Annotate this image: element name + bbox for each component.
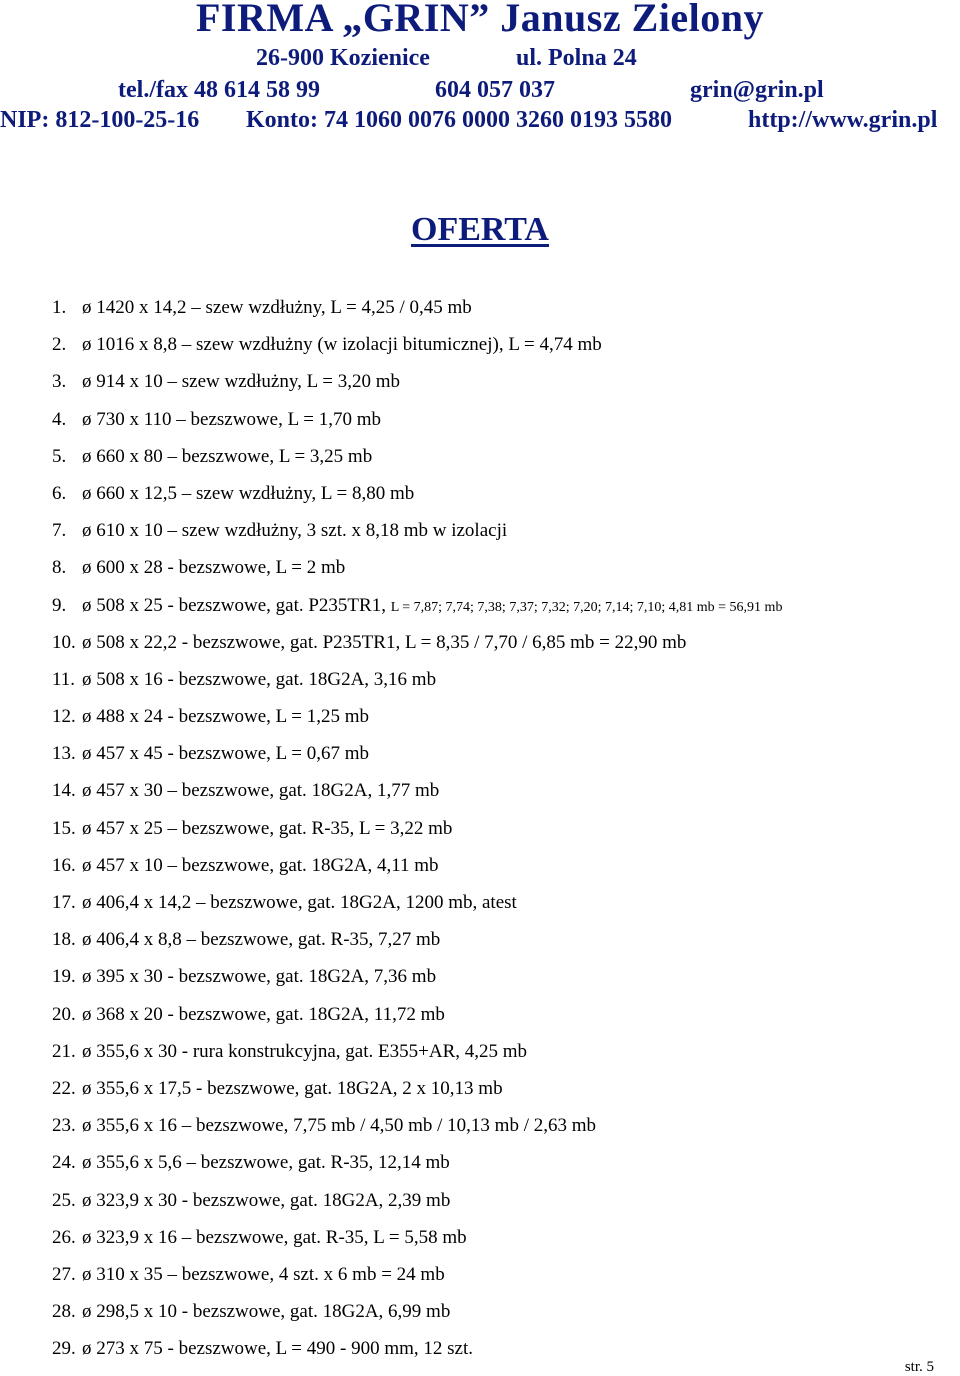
- list-item: [52, 884, 952, 921]
- list-item: [52, 921, 952, 958]
- offer-list: [52, 289, 952, 1367]
- item-number: 10.: [52, 631, 76, 653]
- item-text: ø 406,4 x 14,2 – bezszwowe, gat. 18G2A, 1200 mb, atest: [82, 892, 517, 913]
- list-item: [52, 512, 952, 549]
- item-number: 12.: [52, 706, 76, 728]
- list-item: [52, 1107, 952, 1144]
- item-text: ø 1016 x 8,8 – szew wzdłużny (w izolacji bitumicznej), L = 4,74 mb: [82, 334, 602, 356]
- item-number: 1.: [52, 297, 67, 318]
- item-text: ø 457 x 45 - bezszwowe, L = 0,67 mb: [82, 743, 370, 765]
- item-text: ø 323,9 x 16 – bezszwowe, gat. R-35, L = 5,58 mb: [82, 1226, 467, 1248]
- item-number: 21.: [52, 1040, 76, 1062]
- list-item: [52, 1256, 952, 1293]
- list-item: [52, 958, 952, 995]
- item-text: ø 508 x 16 - bezszwowe, gat. 18G2A, 3,16 mb: [82, 668, 437, 690]
- item-text: ø 730 x 110 – bezszwowe, L = 1,70 mb: [82, 408, 382, 430]
- list-item: [52, 1144, 952, 1181]
- postal-city: 26-900 Kozienice: [256, 45, 430, 71]
- item-number: 5.: [52, 445, 67, 467]
- list-item: [52, 1293, 952, 1330]
- item-number: 3.: [52, 371, 67, 393]
- item-text: ø 600 x 28 - bezszwowe, L = 2 mb: [82, 557, 346, 579]
- item-number: 19.: [52, 966, 76, 988]
- item-number: 27.: [52, 1263, 76, 1285]
- item-text: ø 355,6 x 16 – bezszwowe, 7,75 mb / 4,50 mb / 10,13 mb / 2,63 mb: [82, 1115, 597, 1137]
- item-text: ø 310 x 35 – bezszwowe, 4 szt. x 6 mb = 24 mb: [82, 1263, 445, 1285]
- page-number: str. 5: [904, 1359, 934, 1375]
- list-item: [52, 661, 952, 698]
- item-number: 16.: [52, 854, 76, 876]
- item-number: 24.: [52, 1152, 76, 1174]
- item-number: 14.: [52, 780, 76, 802]
- item-number: 20.: [52, 1003, 76, 1025]
- item-number: 6.: [52, 482, 67, 504]
- item-number: 2.: [52, 334, 67, 356]
- company-name: FIRMA „GRIN” Janusz Zielony: [196, 0, 764, 40]
- item-number: 8.: [52, 557, 67, 579]
- item-number: 4.: [52, 408, 67, 430]
- list-item: [52, 1033, 952, 1070]
- list-item: [52, 772, 952, 809]
- mobile-phone: 604 057 037: [435, 77, 555, 103]
- item-number: 11.: [52, 668, 76, 690]
- item-text: ø 406,4 x 8,8 – bezszwowe, gat. R-35, 7,27 mb: [82, 929, 441, 951]
- bank-account: Konto: 74 1060 0076 0000 3260 0193 5580: [246, 107, 672, 133]
- item-text: ø 323,9 x 30 - bezszwowe, gat. 18G2A, 2,39 mb: [82, 1189, 451, 1211]
- list-item: [52, 810, 952, 847]
- website-link[interactable]: http://www.grin.pl: [748, 107, 938, 133]
- item-text: ø 395 x 30 - bezszwowe, gat. 18G2A, 7,36 mb: [82, 966, 437, 988]
- list-item: [52, 698, 952, 735]
- list-item: [52, 289, 952, 326]
- list-item: [52, 475, 952, 512]
- item-text: ø 355,6 x 5,6 – bezszwowe, gat. R-35, 12,14 mb: [82, 1152, 450, 1174]
- item-number: 25.: [52, 1189, 76, 1211]
- list-item: [52, 1219, 952, 1256]
- item-text: ø 660 x 12,5 – szew wzdłużny, L = 8,80 mb: [82, 482, 415, 504]
- item-number: 15.: [52, 817, 76, 839]
- item-number: 13.: [52, 743, 76, 765]
- list-item: [52, 326, 952, 363]
- list-item: [52, 438, 952, 475]
- item-text: ø 660 x 80 – bezszwowe, L = 3,25 mb: [82, 445, 373, 467]
- list-item: [52, 1070, 952, 1107]
- item-text: ø 488 x 24 - bezszwowe, L = 1,25 mb: [82, 706, 370, 728]
- item-text: ø 457 x 25 – bezszwowe, gat. R-35, L = 3,22 mb: [82, 817, 453, 839]
- list-item: [52, 624, 952, 661]
- item-number: 18.: [52, 929, 76, 951]
- item-text: ø 914 x 10 – szew wzdłużny, L = 3,20 mb: [82, 371, 401, 393]
- email-link[interactable]: grin@grin.pl: [690, 77, 824, 103]
- item-lengths-detail: L = 7,87; 7,74; 7,38; 7,37; 7,32; 7,20; 7,14; 7,10; 4,81 mb = 56,91 mb: [390, 599, 783, 615]
- item-text: ø 508 x 22,2 - bezszwowe, gat. P235TR1, L = 8,35 / 7,70 / 6,85 mb = 22,90 mb: [82, 631, 687, 653]
- list-item: [52, 1182, 952, 1219]
- item-text: ø 368 x 20 - bezszwowe, gat. 18G2A, 11,72 mb: [82, 1003, 445, 1025]
- item-text: ø 457 x 10 – bezszwowe, gat. 18G2A, 4,11 mb: [82, 854, 439, 876]
- list-item: [52, 996, 952, 1033]
- item-text: ø 355,6 x 17,5 - bezszwowe, gat. 18G2A, 2 x 10,13 mb: [82, 1077, 503, 1099]
- item-number: 7.: [52, 520, 67, 542]
- list-item: [52, 587, 952, 624]
- list-item: [52, 1330, 952, 1367]
- list-item: [52, 363, 952, 400]
- item-number: 23.: [52, 1115, 76, 1137]
- item-text: ø 298,5 x 10 - bezszwowe, gat. 18G2A, 6,99 mb: [82, 1301, 451, 1323]
- item-text: ø 355,6 x 30 - rura konstrukcyjna, gat. E355+AR, 4,25 mb: [82, 1040, 528, 1062]
- tel-fax: tel./fax 48 614 58 99: [118, 77, 320, 103]
- item-number: 26.: [52, 1226, 76, 1248]
- list-item: [52, 735, 952, 772]
- item-number: 9.: [52, 594, 67, 616]
- street-address: ul. Polna 24: [516, 45, 637, 71]
- list-item: [52, 549, 952, 586]
- item-text: ø 610 x 10 – szew wzdłużny, 3 szt. x 8,18 mb w izolacji: [82, 520, 508, 542]
- item-text: ø 273 x 75 - bezszwowe, L = 490 - 900 mm, 12 szt.: [82, 1338, 474, 1360]
- page-title: OFERTA: [411, 211, 549, 248]
- item-number: 22.: [52, 1077, 76, 1099]
- list-item: [52, 847, 952, 884]
- item-text: ø 457 x 30 – bezszwowe, gat. 18G2A, 1,77 mb: [82, 780, 440, 802]
- list-item: [52, 401, 952, 438]
- nip-number: NIP: 812-100-25-16: [0, 107, 200, 133]
- item-text: ø 508 x 25 - bezszwowe, gat. P235TR1,: [82, 594, 386, 616]
- item-number: 29.: [52, 1338, 76, 1360]
- item-number: 17.: [52, 892, 76, 913]
- item-text: ø 1420 x 14,2 – szew wzdłużny, L = 4,25 / 0,45 mb: [82, 297, 472, 318]
- item-number: 28.: [52, 1301, 76, 1323]
